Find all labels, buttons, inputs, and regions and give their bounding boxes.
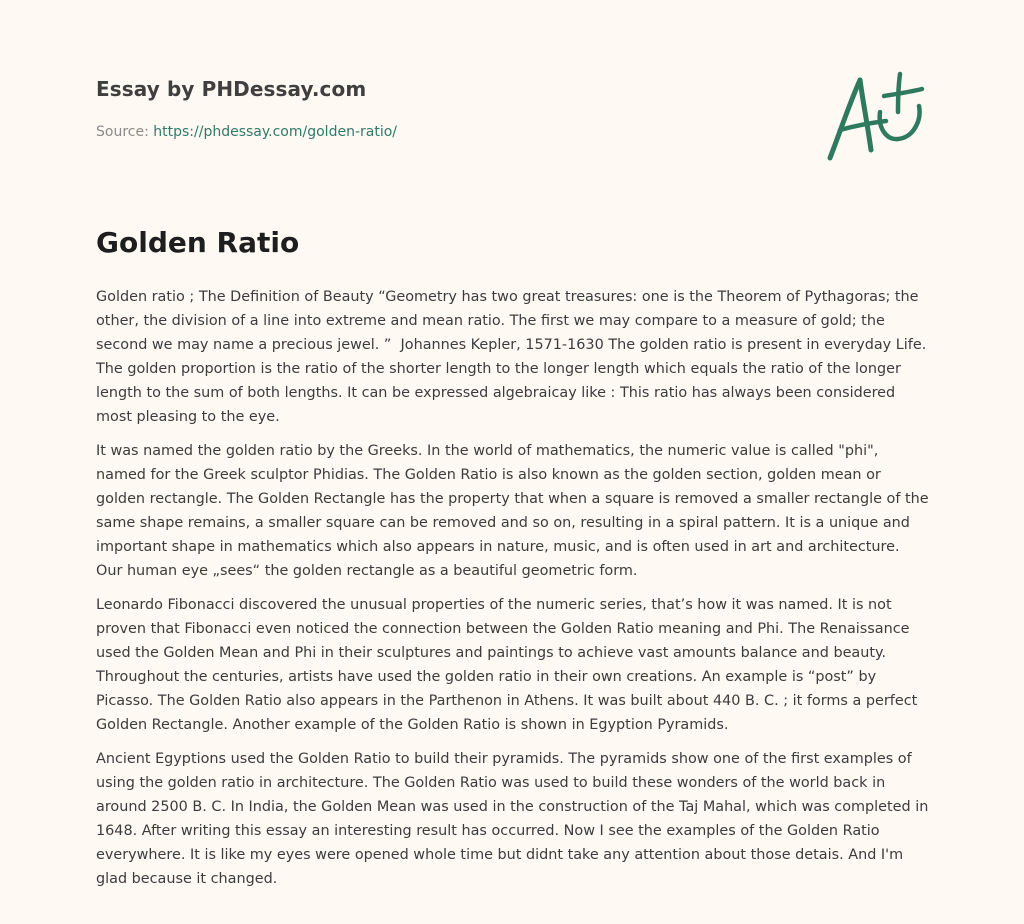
essay-paragraph: It was named the golden ratio by the Greeks. In the world of mathematics, the numeric value is called "phi", named for the Greek sculptor Phidias. The Golden Ratio is also known as the golden section, golden mean or golden rectangle. The Golden Rectangle has the property that when a square is removed a smaller rectangle of the same shape remains, a smaller square can be removed and so on, resulting in a spiral pattern. It is a unique and important shape in mathematics which also appears in nature, music, and is often used in art and architecture. Our human eye „sees“ the golden rectangle as a beautiful geometric form.	[96, 443, 929, 579]
essay-paragraph: Ancient Egyptions used the Golden Ratio to build their pyramids. The pyramids show one of the first examples of using the golden ratio in architecture. The Golden Ratio was used to build these wonders of the world back in around 2500 B. C. In India, the Golden Mean was used in the construction of the Taj Mahal, which was completed in 1648. After writing this essay an interesting result has occurred. Now I see the examples of the Golden Ratio everywhere. It is like my eyes were opened whole time but didnt take any attention about those detais. And I'm glad because it changed.	[96, 751, 929, 887]
source-label: Source:	[96, 124, 149, 140]
source-link[interactable]: https://phdessay.com/golden-ratio/	[153, 124, 397, 140]
essay-paragraph: Golden ratio ; The Definition of Beauty “Geometry has two great treasures: one is the Theorem of Pythagoras; the other, the division of a line into extreme and mean ratio. The first we may compare to a measure of gold; the second we may name a precious jewel. ” Johannes Kepler, 1571-1630 The golden ratio is present in everyday Life. The golden proportion is the ratio of the shorter length to the longer length which equals the ratio of the longer length to the sum of both lengths. It can be expressed algebraicay like : This ratio has always been considered most pleasing to the eye.	[96, 289, 927, 425]
essay-body	[96, 285, 930, 901]
source-line	[96, 124, 397, 140]
site-brand: Essay by PHDessay.com	[96, 77, 367, 101]
essay-paragraph: Leonardo Fibonacci discovered the unusual properties of the numeric series, that’s how it was named. It is not proven that Fibonacci even noticed the connection between the Golden Ratio meaning and Phi. The Renaissance used the Golden Mean and Phi in their sculptures and paintings to achieve vast amounts balance and beauty. Throughout the centuries, artists have used the golden ratio in their own creations. An example is “post” by Picasso. The Golden Ratio also appears in the Parthenon in Athens. It was built about 440 B. C. ; it forms a perfect Golden Rectangle. Another example of the Golden Ratio is shown in Egyption Pyramids.	[96, 597, 918, 733]
a-plus-grade-icon	[818, 66, 930, 166]
page-title: Golden Ratio	[96, 226, 300, 259]
